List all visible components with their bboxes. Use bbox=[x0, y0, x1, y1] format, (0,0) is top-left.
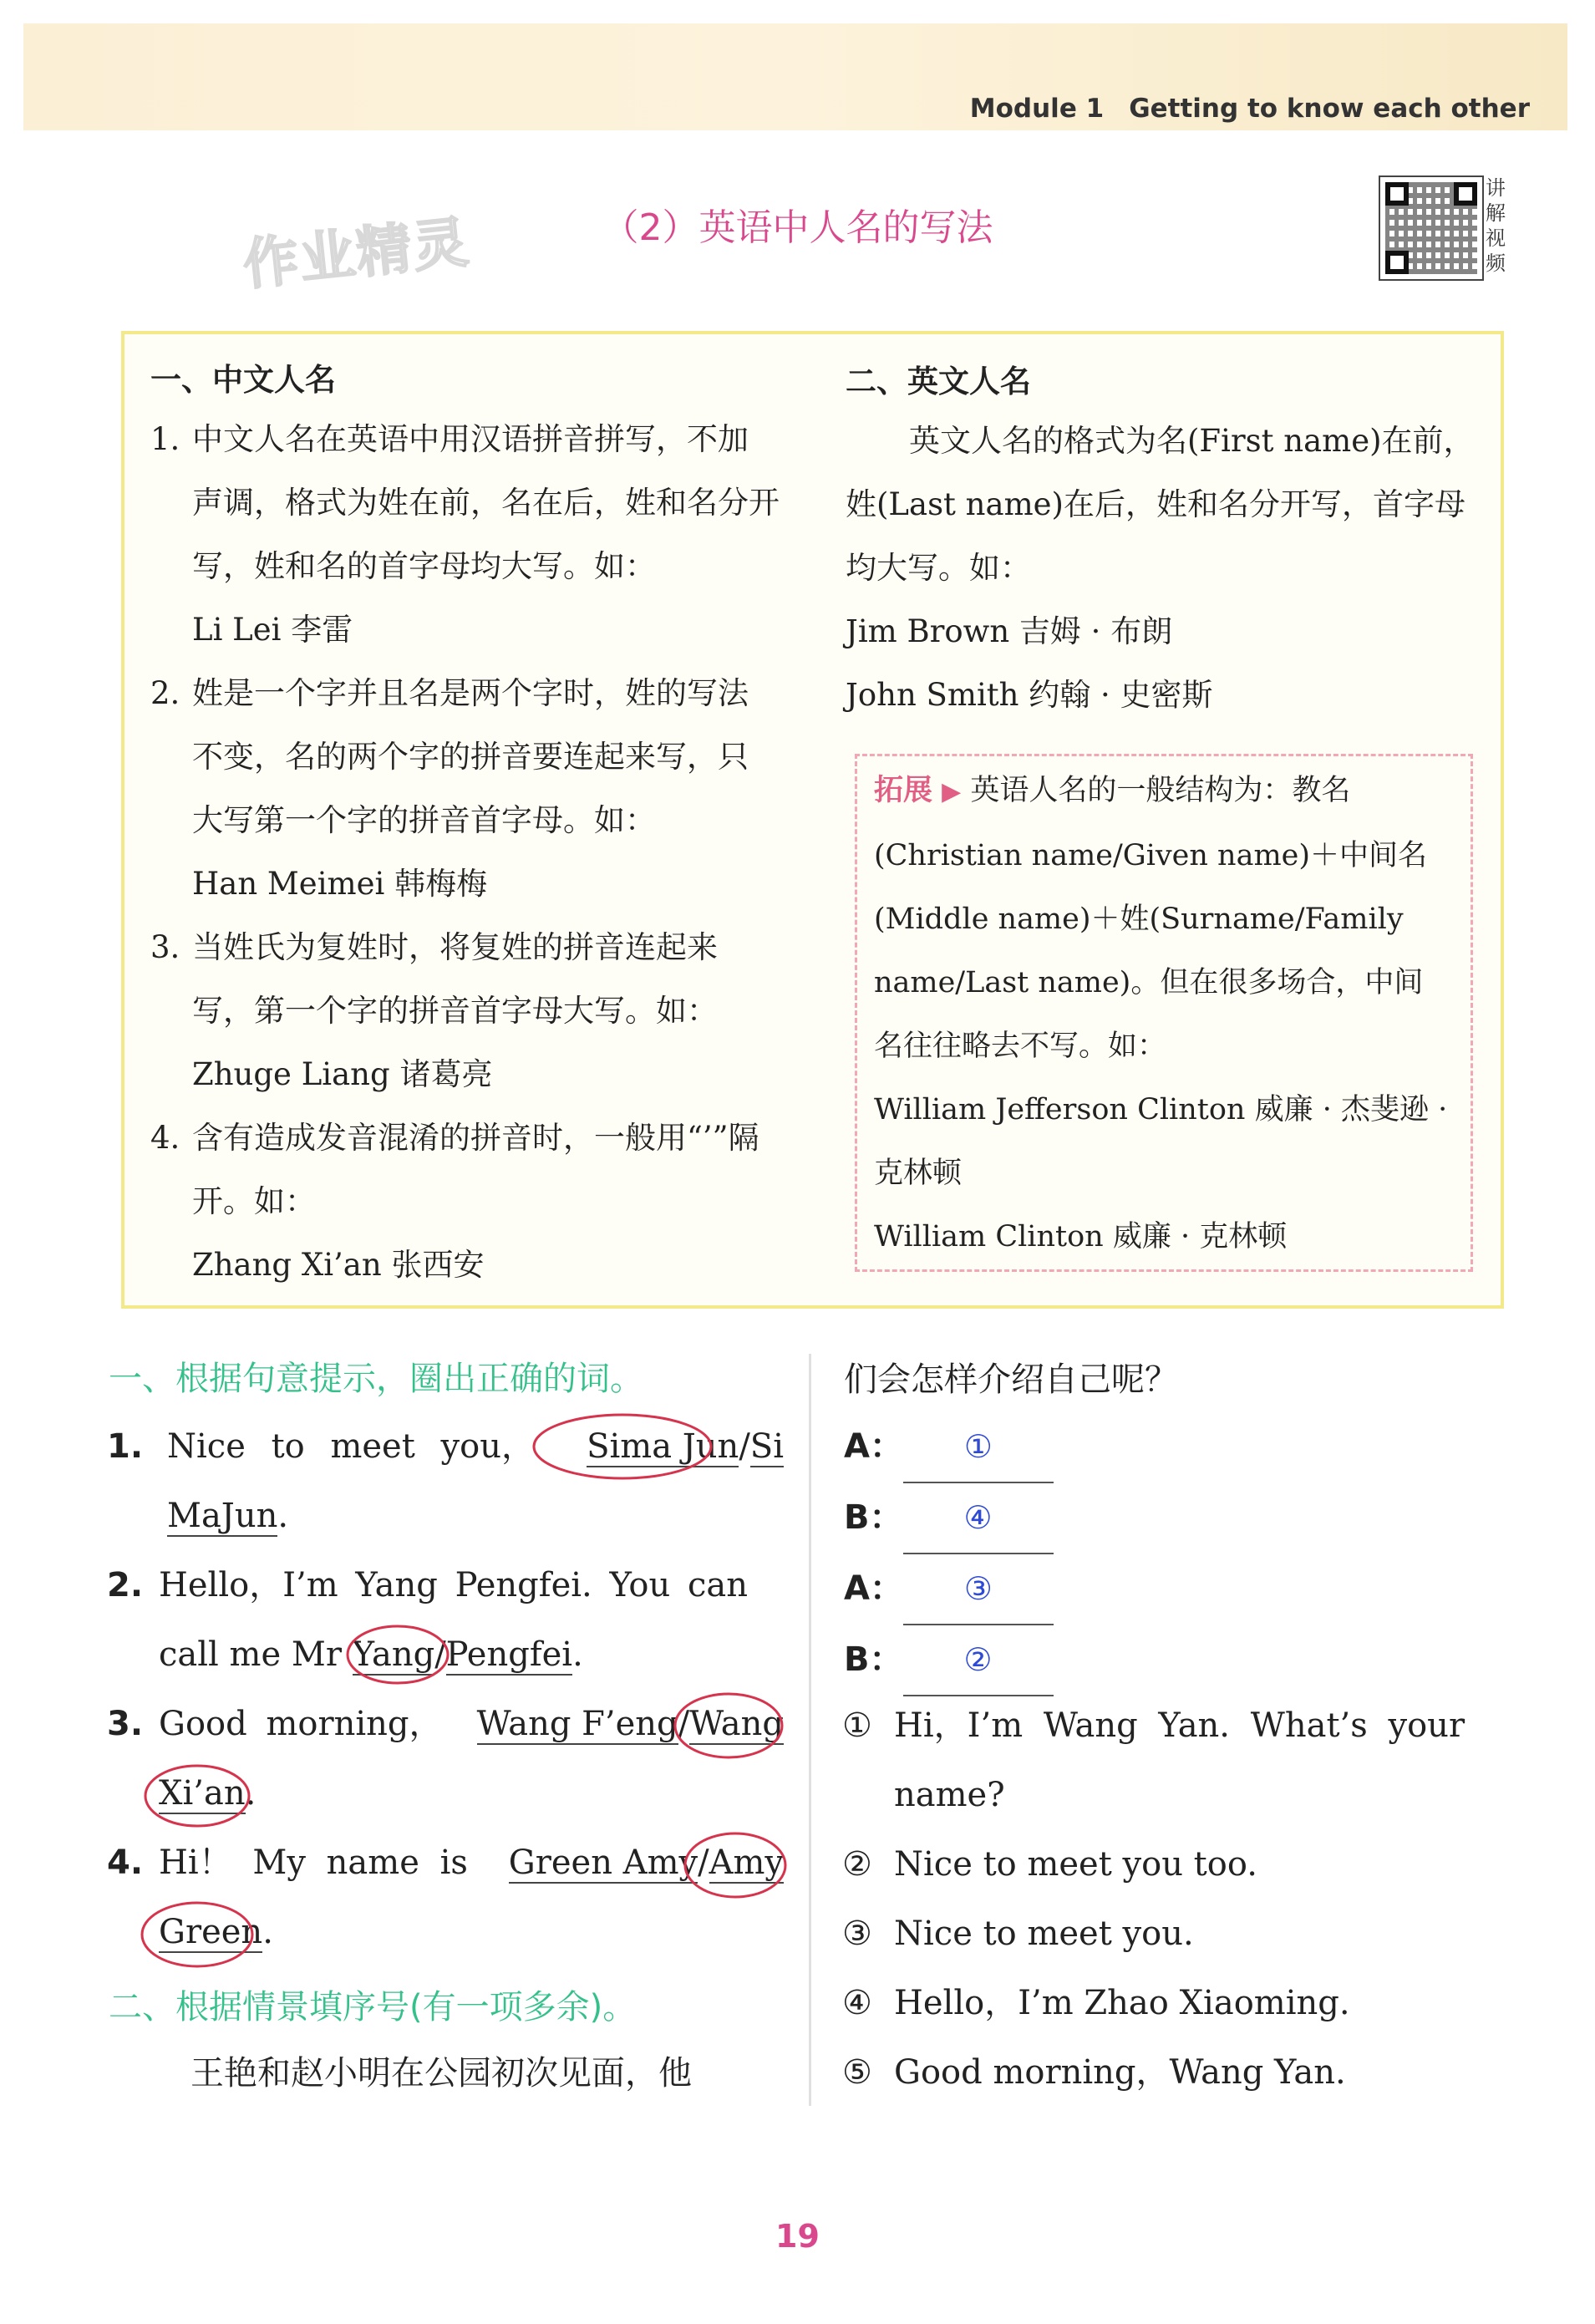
rule-example: Han Meimei 韩梅梅 bbox=[192, 866, 488, 902]
chinese-name-rules bbox=[150, 408, 802, 1297]
module-label: Module 1 bbox=[969, 94, 1105, 124]
option[interactable]: Si bbox=[749, 1427, 784, 1466]
exercise1-items bbox=[107, 1412, 784, 1967]
option-item: ① Hi，I’m Wang Yan. What’s your bbox=[842, 1706, 1465, 1745]
exercise1-title: 一、根据句意提示，圈出正确的词。 bbox=[109, 1360, 643, 1398]
exercise1-item-3: 3. Good morning， Wang F’eng/Wang Xi’an. bbox=[107, 1705, 784, 1813]
rule-2: 2. 姓是一个字并且名是两个字时，姓的写法 不变，名的两个字的拼音要连起来写，只 大写第一个字的拼音首字母。如： Han Meimei 韩梅梅 bbox=[150, 662, 802, 916]
option[interactable]: MaJun bbox=[167, 1497, 278, 1535]
rule-example: Zhuge Liang 诸葛亮 bbox=[192, 1056, 493, 1092]
rule-example: Zhang Xi’an 张西安 bbox=[192, 1247, 485, 1283]
rule-example: Li Lei 李雷 bbox=[192, 612, 353, 648]
rule-1: 1. 中文人名在英语中用汉语拼音拼写，不加 声调，格式为姓在前，名在后，姓和名分开 写，姓和名的首字母均大写。如： Li Lei 李雷 bbox=[150, 408, 802, 662]
exercise1-item-2: 2. Hello，I’m Yang Pengfei. You can call me Mr Yang/Pengfei. bbox=[107, 1566, 748, 1674]
english-name-rule: 英文人名的格式为名(First name)在前， 姓(Last name)在后，姓和名分开写，首字母 均大写。如： Jim Brown 吉姆 · 布朗 John Smith 约翰 · 史密斯 bbox=[846, 409, 1497, 727]
option[interactable]: Yang bbox=[352, 1635, 435, 1674]
option[interactable]: Green bbox=[159, 1913, 263, 1951]
dialog-line: B： ④ bbox=[844, 1483, 1054, 1554]
rule-4: 4. 含有造成发音混淆的拼音时，一般用“’”隔 开。如： Zhang Xi’an 张西安 bbox=[150, 1106, 802, 1297]
answer-blank[interactable]: ④ bbox=[903, 1483, 1054, 1554]
option-item: ② Nice to meet you too. bbox=[842, 1845, 1257, 1884]
section-title: （2）英语中人名的写法 bbox=[602, 206, 993, 249]
module-header bbox=[970, 94, 1530, 124]
extension-example: William Jefferson Clinton 威廉 · 杰斐逊 · bbox=[874, 1093, 1448, 1126]
answer-blank[interactable]: ② bbox=[903, 1625, 1054, 1696]
option[interactable]: Sima Jun bbox=[587, 1427, 739, 1466]
option-item: ④ Hello，I’m Zhao Xiaoming. bbox=[842, 1984, 1350, 2022]
extension-example: 克林顿 bbox=[874, 1157, 963, 1190]
option[interactable]: Wang F’eng bbox=[476, 1705, 678, 1743]
exercise2-intro-line2: 们会怎样介绍自己呢？ bbox=[844, 1360, 1178, 1399]
dialog-line: B： ② bbox=[844, 1625, 1054, 1696]
page-number: 19 bbox=[775, 2218, 820, 2255]
chinese-names-heading: 一、中文人名 bbox=[150, 362, 336, 398]
english-example: Jim Brown 吉姆 · 布朗 bbox=[846, 613, 1173, 649]
arrow-icon: ▶ bbox=[942, 777, 962, 806]
answer-blank[interactable]: ① bbox=[903, 1412, 1054, 1483]
option[interactable]: Xi’an bbox=[159, 1774, 246, 1813]
watermark-logo: 作业精灵 bbox=[240, 209, 473, 297]
exercise1-item-1: 1. Nice to meet you， Sima Jun/Si MaJun. bbox=[107, 1427, 784, 1535]
column-divider bbox=[809, 1354, 811, 2106]
answer-blank[interactable]: ③ bbox=[903, 1554, 1054, 1625]
english-example: John Smith 约翰 · 史密斯 bbox=[846, 677, 1213, 713]
option[interactable]: Amy bbox=[709, 1843, 784, 1882]
option-item: ⑤ Good morning，Wang Yan. bbox=[842, 2053, 1346, 2092]
module-title: Getting to know each other bbox=[1129, 94, 1530, 124]
qr-code-icon[interactable] bbox=[1379, 175, 1484, 281]
exercise2-intro-line1: 王艳和赵小明在公园初次见面，他 bbox=[190, 2054, 692, 2093]
exercise2-options: ① Hi，I’m Wang Yan. What’s your name? ② Nice to meet you too. ③ Nice to meet you. ④ Hello，I’m Zhao Xiaoming. ⑤ Good morning，Wang Yan. bbox=[842, 1691, 1519, 2108]
dialog-line: A： ③ bbox=[844, 1554, 1054, 1625]
extension-content: 拓展 ▶ 英语人名的一般结构为：教名 (Christian name/Given name)＋中间名 (Middle name)＋姓(Surname/Family name/Last name)。但在很多场合，中间 名往往略去不写。如： William Jefferson Clinton 威廉 · 杰斐逊 · 克林顿 William Clinton 威廉 · 克林顿 bbox=[874, 759, 1467, 1269]
exercise1-item-4: 4. Hi！ My name is Green Amy/Amy Green. bbox=[107, 1843, 784, 1951]
dialog bbox=[844, 1412, 1054, 1696]
video-explain-label[interactable]: 讲 解 视 频 bbox=[1486, 176, 1506, 275]
exercise2-title: 二、根据情景填序号(有一项多余)。 bbox=[109, 1988, 637, 2027]
extension-label: 拓展 bbox=[874, 774, 933, 807]
dialog-line: A： ① bbox=[844, 1412, 1054, 1483]
option-item: ③ Nice to meet you. bbox=[842, 1915, 1194, 1953]
english-names-heading: 二、英文人名 bbox=[846, 364, 1031, 399]
rule-3: 3. 当姓氏为复姓时，将复姓的拼音连起来 写，第一个字的拼音首字母大写。如： Zhuge Liang 诸葛亮 bbox=[150, 916, 802, 1106]
option[interactable]: Green Amy bbox=[508, 1843, 698, 1882]
option[interactable]: Wang bbox=[689, 1705, 784, 1743]
extension-example: William Clinton 威廉 · 克林顿 bbox=[874, 1220, 1288, 1254]
option[interactable]: Pengfei bbox=[445, 1635, 573, 1674]
